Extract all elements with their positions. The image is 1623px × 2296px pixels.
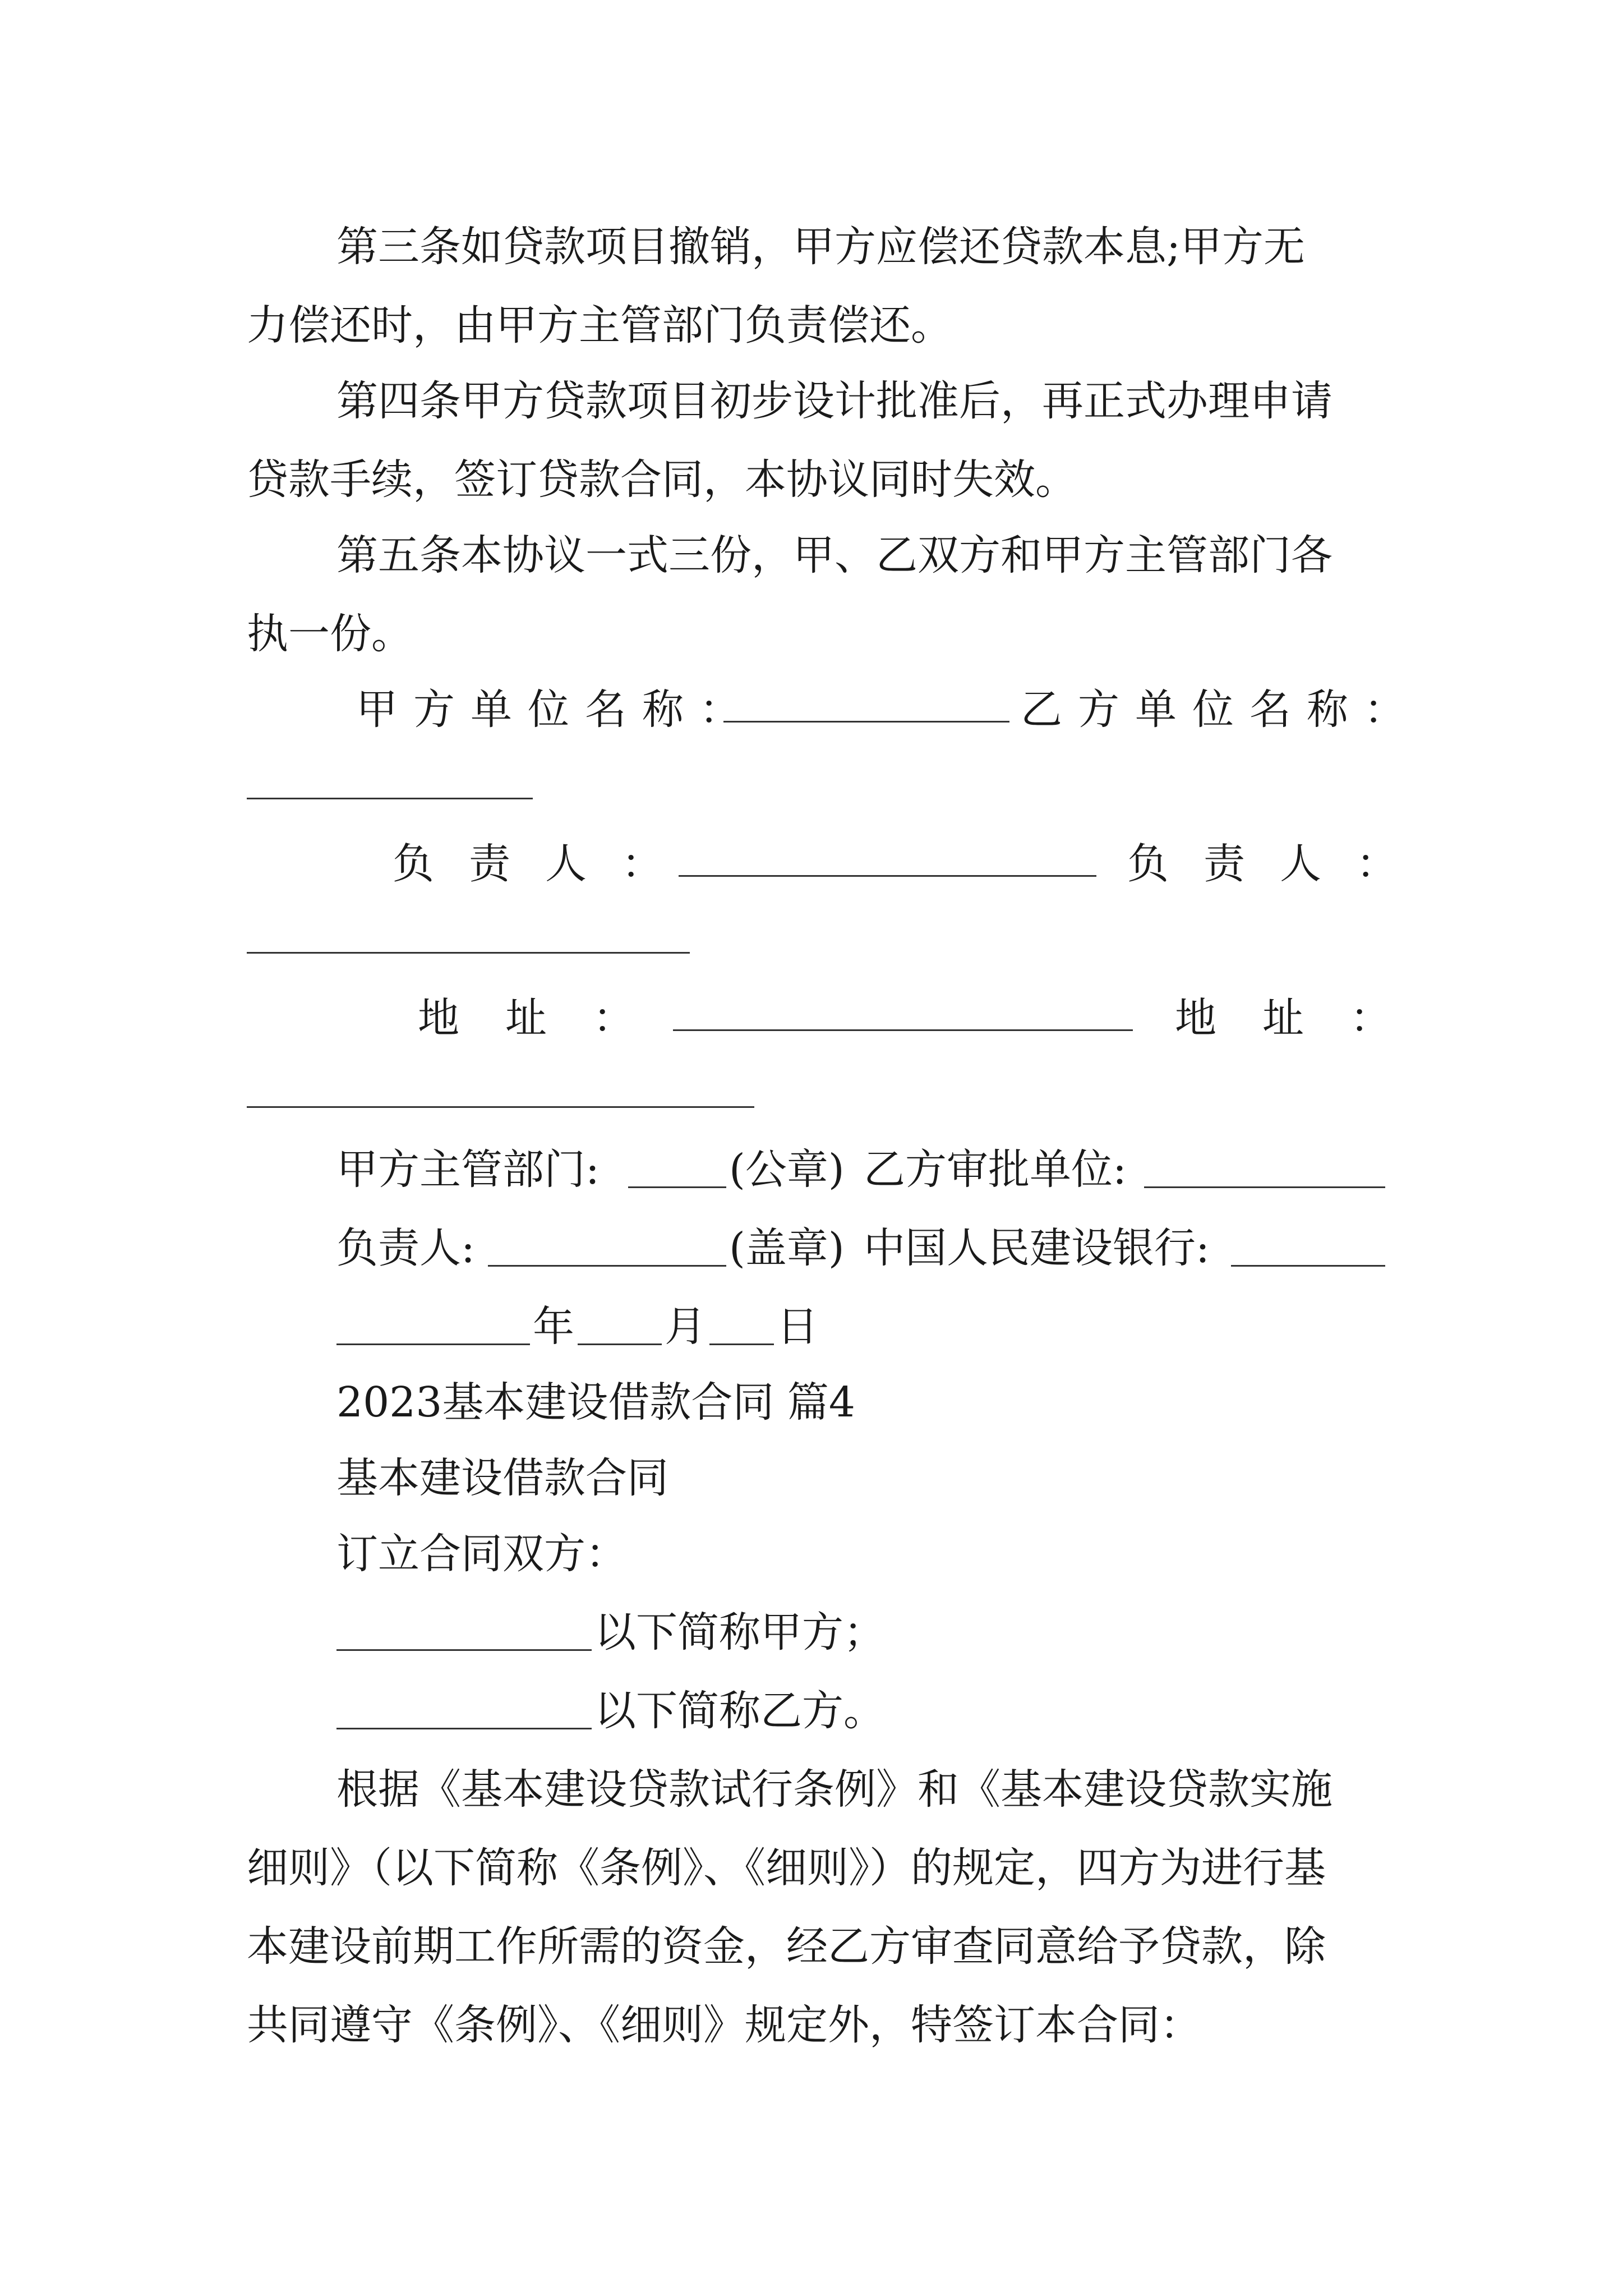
seal-stamp-label: (盖章) <box>729 1224 845 1272</box>
para-line1-row <box>0 1750 1623 1829</box>
para-line2: 细则》（以下简称《条例》、《细则》）的规定，四方为进行基 <box>247 1844 1326 1892</box>
parties-label-row <box>0 1515 1623 1593</box>
address-row <box>0 979 1623 1057</box>
day-blank[interactable] <box>709 1343 774 1345</box>
para-line4: 共同遵守《条例》、《细则》规定外，特签订本合同： <box>247 2001 1201 2049</box>
party-b-suffix: 以下简称乙方。 <box>594 1687 885 1735</box>
address-b-blank[interactable] <box>247 1106 754 1108</box>
article4-line1-row <box>0 362 1623 440</box>
party-a-unit-label: 甲方单位名称： <box>356 685 757 734</box>
dept-a-blank[interactable] <box>628 1186 726 1188</box>
person-label: 负责人: <box>336 1224 475 1272</box>
date-row <box>0 1287 1623 1366</box>
section4-heading-row <box>0 1363 1623 1442</box>
article5-line2-row <box>0 595 1623 673</box>
party-b-unit-blank[interactable] <box>247 798 533 799</box>
section4-heading: 2023基本建设借款合同 篇4 <box>336 1378 855 1427</box>
article4-line1: 第四条甲方贷款项目初步设计批准后，再正式办理申请 <box>336 377 1332 425</box>
parties-label: 订立合同双方： <box>336 1530 627 1578</box>
article5-line1: 第五条本协议一式三份，甲、乙双方和甲方主管部门各 <box>336 531 1332 579</box>
approval-b-blank[interactable] <box>1144 1186 1385 1188</box>
party-a-row <box>0 1593 1623 1672</box>
person-b-blank[interactable] <box>247 952 690 954</box>
year-label: 年 <box>533 1303 574 1351</box>
person-b-label: 负责人： <box>1127 840 1432 888</box>
approval-b-label: 乙方审批单位: <box>864 1145 1127 1194</box>
person-row <box>0 825 1623 903</box>
person-blank[interactable] <box>488 1265 726 1267</box>
party-a-suffix: 以下简称甲方； <box>594 1608 885 1657</box>
para-line1: 根据《基本建设贷款试行条例》和《基本建设贷款实施 <box>336 1765 1332 1814</box>
month-blank[interactable] <box>578 1343 662 1345</box>
para-line3-row <box>0 1907 1623 1986</box>
article5-line2: 执一份。 <box>247 610 413 658</box>
article4-line2: 贷款手续，签订贷款合同，本协议同时失效。 <box>247 455 1077 504</box>
person-a-label: 负责人： <box>393 840 698 888</box>
seal-official-label: (公章) <box>729 1145 845 1194</box>
para-line3: 本建设前期工作所需的资金，经乙方审查同意给予贷款，除 <box>247 1922 1326 1971</box>
party-a-unit-blank[interactable] <box>723 721 1009 723</box>
department-row <box>0 1130 1623 1209</box>
dept-a-label: 甲方主管部门: <box>336 1145 600 1194</box>
article4-line2-row <box>0 440 1623 519</box>
month-label: 月 <box>665 1303 706 1351</box>
para-line2-row <box>0 1829 1623 1907</box>
article3-line2-row <box>0 286 1623 365</box>
para-line4-row <box>0 1986 1623 2064</box>
address-b-label: 地址： <box>1175 994 1437 1042</box>
unit-name-row <box>0 670 1623 749</box>
party-a-name-blank[interactable] <box>336 1649 592 1651</box>
article3-line2: 力偿还时，由甲方主管部门负责偿还。 <box>247 301 952 349</box>
year-blank[interactable] <box>336 1343 530 1345</box>
section4-title: 基本建设借款合同 <box>336 1454 668 1502</box>
party-b-unit-label: 乙方单位名称： <box>1021 685 1421 734</box>
person-a-blank[interactable] <box>679 875 1096 877</box>
bank-row <box>0 1209 1623 1287</box>
article3-line1: 第三条如贷款项目撤销，甲方应偿还贷款本息;甲方无 <box>336 223 1305 271</box>
section4-title-row <box>0 1439 1623 1517</box>
article5-line1-row <box>0 516 1623 595</box>
party-b-name-blank[interactable] <box>336 1728 592 1729</box>
party-b-row <box>0 1672 1623 1750</box>
bank-label: 中国人民建设银行: <box>864 1224 1210 1272</box>
bank-blank[interactable] <box>1231 1265 1385 1267</box>
address-a-label: 地址： <box>418 994 680 1042</box>
day-label: 日 <box>777 1303 818 1351</box>
address-a-blank[interactable] <box>673 1029 1133 1031</box>
article3-line1-row <box>0 208 1623 286</box>
